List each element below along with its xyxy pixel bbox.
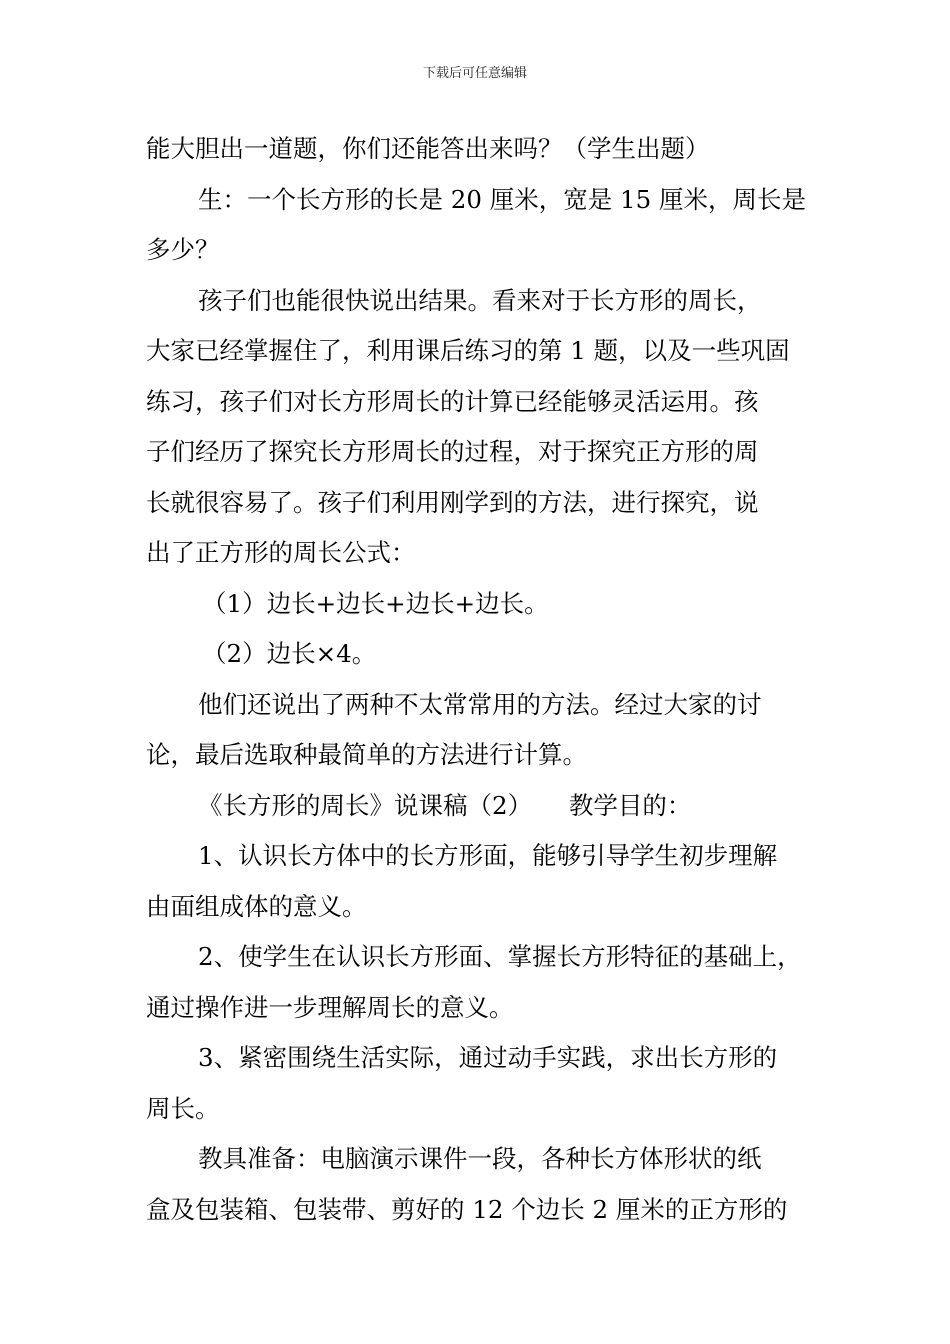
text-line: 由面组成体的意义。 xyxy=(146,891,367,921)
text-line: 大家已经掌握住了，利用课后练习的第 1 题，以及一些巩固 xyxy=(146,336,790,365)
list-item: 2、使学生在认识长方形面、掌握长方形特征的基础上， xyxy=(198,942,802,971)
text-line: 多少？ xyxy=(146,235,220,264)
list-item: 1、认识长方体中的长方形面，能够引导学生初步理解 xyxy=(198,841,778,870)
list-item: （2）边长×4。 xyxy=(202,639,377,668)
text-line: 他们还说出了两种不太常常用的方法。经过大家的讨 xyxy=(198,689,762,719)
text-line: 出了正方形的周长公式： xyxy=(146,538,416,567)
text-line: 能大胆出一道题，你们还能答出来吗？（学生出题） xyxy=(146,134,710,163)
text-line: 子们经历了探究长方形周长的过程，对于探究正方形的周 xyxy=(146,437,759,466)
text-line: 孩子们也能很快说出结果。看来对于长方形的周长， xyxy=(198,285,762,315)
list-item: （1）边长+边长+边长+边长。 xyxy=(202,588,549,618)
text-line: 练习，孩子们对长方形周长的计算已经能够灵活运用。孩 xyxy=(146,386,759,416)
text-line: 生：一个长方形的长是 20 厘米，宽是 15 厘米，周长是 xyxy=(198,184,806,214)
text-line: 长就很容易了。孩子们利用刚学到的方法，进行探究，说 xyxy=(146,487,759,517)
text-line: 周长。 xyxy=(146,1093,220,1123)
text-line: 盒及包装箱、包装带、剪好的 12 个边长 2 厘米的正方形的 xyxy=(146,1194,788,1224)
document-body xyxy=(146,124,810,1235)
text-line: 论，最后选取种最简单的方法进行计算。 xyxy=(146,740,587,769)
page-header: 下载后可任意编辑 xyxy=(422,66,527,81)
section-heading: 《长方形的周长》说课稿（2） 教学目的： xyxy=(198,790,692,820)
list-item: 3、紧密围绕生活实际，通过动手实践，求出长方形的 xyxy=(198,1043,778,1072)
text-line: 通过操作进一步理解周长的意义。 xyxy=(146,992,514,1022)
text-line: 教具准备：电脑演示课件一段，各种长方体形状的纸 xyxy=(198,1144,762,1173)
